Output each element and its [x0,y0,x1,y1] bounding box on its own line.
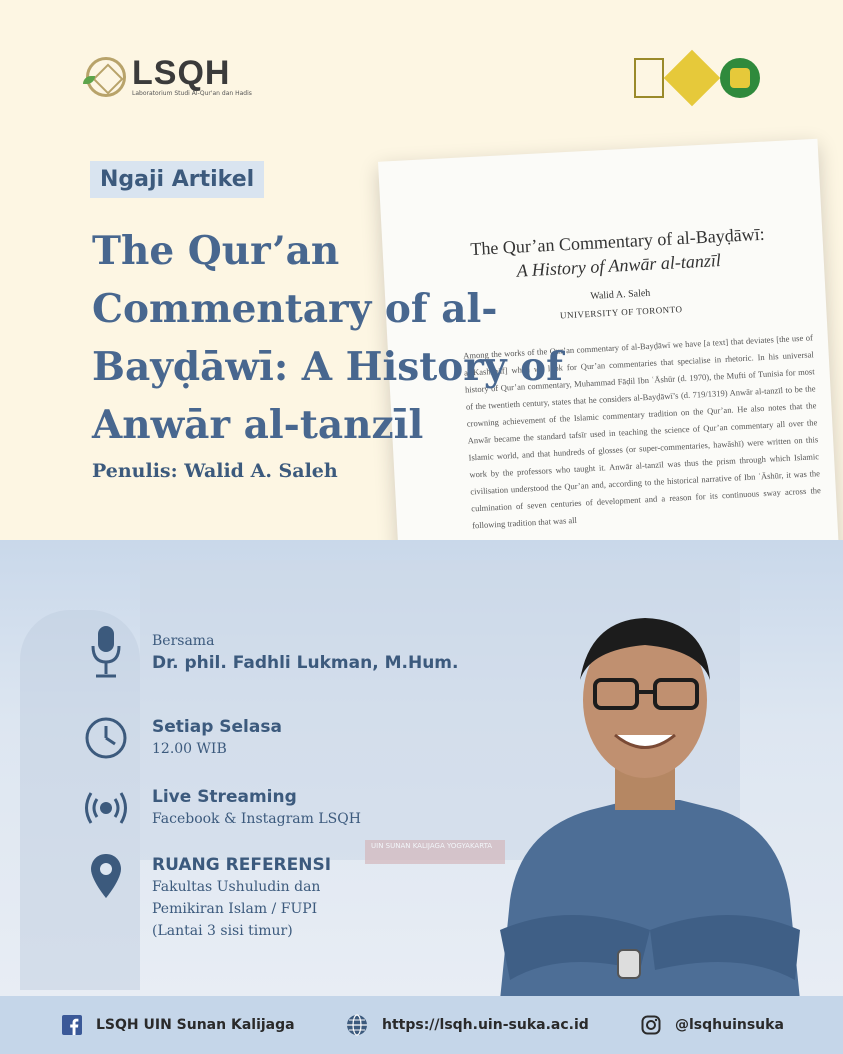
speaker-name: Dr. phil. Fadhli Lukman, M.Hum. [152,653,459,673]
article-author: Penulis: Walid A. Saleh [92,460,338,482]
website-link[interactable] [346,1014,589,1036]
footer-bar [0,996,843,1054]
venue-title: RUANG REFERENSI [152,855,332,875]
uin-logo-icon [634,58,664,98]
instagram-label: @lsqhuinsuka [675,1017,784,1033]
live-broadcast-icon [84,786,128,830]
globe-icon [346,1014,368,1036]
category-tag [90,161,264,198]
article-title: The Qur’an Commentary of al-Bayḍāwī: A History of Anwār al-tanzīl [92,228,563,448]
streaming-title: Live Streaming [152,787,297,807]
clock-icon [84,716,128,760]
schedule-time: 12.00 WIB [152,741,227,757]
sign-text: UIN SUNAN KALIJAGA YOGYAKARTA [371,842,493,850]
venue-line-3: (Lantai 3 sisi timur) [152,923,293,939]
speaker-photo [480,600,810,996]
microphone-icon [84,630,128,674]
category-tag-label: Ngaji Artikel [100,167,255,192]
facebook-link[interactable] [62,1015,295,1035]
instagram-link[interactable] [641,1015,784,1035]
facebook-label: LSQH UIN Sunan Kalijaga [96,1017,295,1033]
logo-subtitle: Laboratorium Studi Al-Qur'an dan Hadis [132,90,252,97]
schedule-row [84,716,282,760]
logo-name: LSQH [132,54,231,92]
instagram-icon [641,1015,661,1035]
location-pin-icon [84,854,128,898]
venue-line-2: Pemikiran Islam / FUPI [152,901,318,917]
streaming-platforms: Facebook & Instagram LSQH [152,811,361,827]
speaker-row [84,630,458,674]
paper-title-line1: The Qur’an Commentary of al-Bayḍāwī: [469,223,766,260]
streaming-row [84,786,361,830]
paper-body-text: Among the works of the Qur’an commentary of al-Bayḍāwī we have [a text] that deviates [the use of al-Kashshāf] when we look for Qur’an commentaries that specialise in rhetoric. In his universal history of Qur’an commentary, Muhammad Fāḍil Ibn ʿĀshūr (d. 1970), the Mufti of Tunisia for most of the twentieth century, states that he considers al-Bayḍāwī’s (d. 719/1319) Anwār al-tanzīl to be the crowning achievement of the Islamic commentary tradition on the Qur’an. He also notes that the Anwār became the standard tafsīr used in teaching the science of Qur’an commentary all over the Islamic world, and that hundreds of glosses (or super-commentaries, hawāshī) were written on this work by the professors who taught it. Anwār al-tanzīl was thus the prism through which Islamic civilisation understood the Qur’an and, according to the historical narrative of Ibn ʿĀshūr, it was the culmination of seven centuries of development and a reason for its continuous sway across the following tradition that was all [463,332,822,531]
paper-author: Walid A. Saleh [590,287,651,302]
lsqh-logo [86,56,252,97]
venue-line-1: Fakultas Ushuludin dan [152,879,321,895]
faculty-seal-icon [720,58,760,98]
uin-star-logo-icon [664,50,721,107]
lsqh-emblem-icon [86,57,126,97]
venue-row [84,854,331,942]
facebook-icon [62,1015,82,1035]
paper-title-line2: A History of Anwār al-tanzīl [516,250,722,281]
schedule-day: Setiap Selasa [152,717,282,737]
speaker-label: Bersama [152,633,215,649]
paper-affiliation: UNIVERSITY OF TORONTO [559,304,683,321]
website-label: https://lsqh.uin-suka.ac.id [382,1017,589,1033]
event-info-section [0,540,843,996]
partner-logos [634,58,760,98]
